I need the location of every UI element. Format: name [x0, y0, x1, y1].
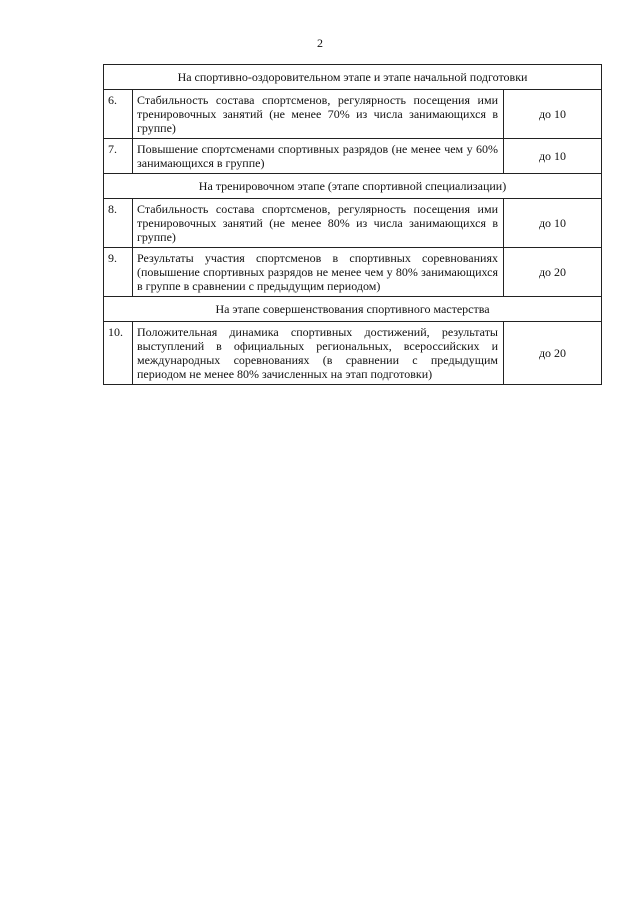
row-score: до 20: [504, 248, 602, 297]
section-heading: На тренировочном этапе (этапе спортивной специализации): [104, 174, 602, 199]
table-row: [104, 199, 602, 248]
row-number: 6.: [104, 90, 133, 139]
table-row: [104, 139, 602, 174]
row-description: Стабильность состава спортсменов, регулярность посещения ими тренировочных занятий (не менее 80% из числа занимающихся в группе): [133, 199, 504, 248]
table-row: [104, 248, 602, 297]
row-description: Стабильность состава спортсменов, регулярность посещения ими тренировочных занятий (не менее 70% из числа занимающихся в группе): [133, 90, 504, 139]
row-number: 8.: [104, 199, 133, 248]
criteria-table: [103, 64, 602, 385]
row-number: 7.: [104, 139, 133, 174]
row-number: 10.: [104, 322, 133, 385]
section-heading: На спортивно-оздоровительном этапе и этапе начальной подготовки: [104, 65, 602, 90]
row-score: до 10: [504, 90, 602, 139]
page-number: 2: [317, 36, 323, 50]
section-row: [104, 297, 602, 322]
row-score: до 10: [504, 139, 602, 174]
section-row: [104, 174, 602, 199]
row-description: Повышение спортсменами спортивных разрядов (не менее чем у 60% занимающихся в группе): [133, 139, 504, 174]
row-description: Положительная динамика спортивных достижений, результаты выступлений в официальных региональных, всероссийских и международных соревнованиях (в сравнении с предыдущим периодом не менее 80% зачисленных на этап подготовки): [133, 322, 504, 385]
table-row: [104, 322, 602, 385]
row-score: до 10: [504, 199, 602, 248]
table-row: [104, 90, 602, 139]
row-score: до 20: [504, 322, 602, 385]
section-heading: На этапе совершенствования спортивного мастерства: [104, 297, 602, 322]
row-number: 9.: [104, 248, 133, 297]
section-row: [104, 65, 602, 90]
row-description: Результаты участия спортсменов в спортивных соревнованиях (повышение спортивных разрядов не менее чем у 80% занимающихся в группе в сравнении с предыдущим периодом): [133, 248, 504, 297]
